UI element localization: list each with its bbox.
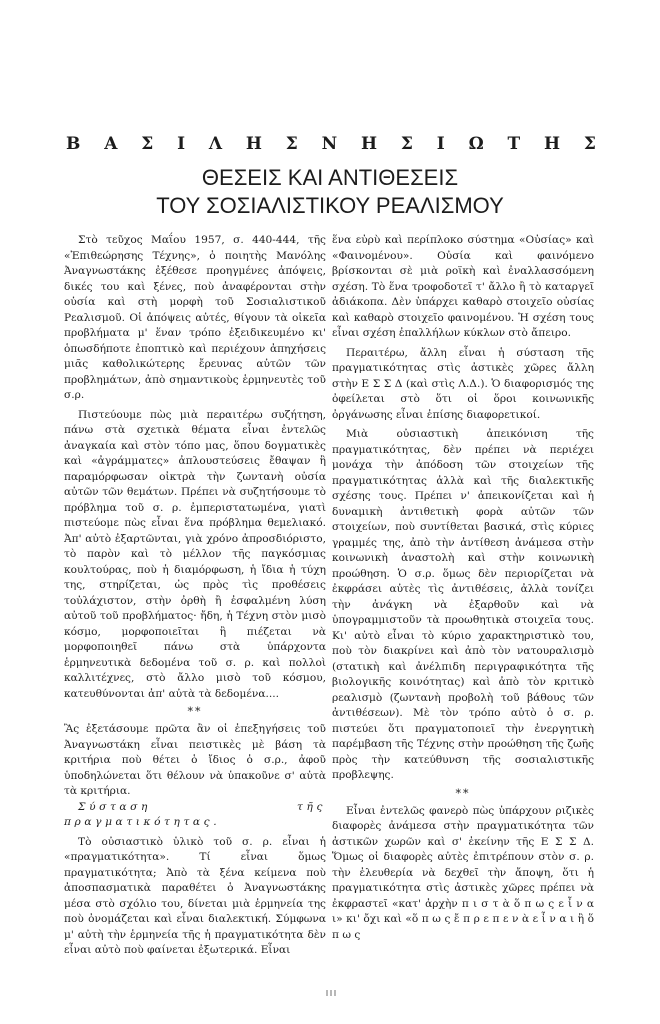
paragraph: Μιὰ οὐσιαστικὴ ἀπεικόνιση τῆς πραγματικότητας, δὲν πρέπει νὰ περιέχει μονάχα τὴν ἀπόδοση τῶν στοιχείων τῆς πραγματικότητας ἀλλὰ καὶ τῆς διαλεκτικῆς σχέσης τους. Πρέπει ν' ἀπεικονίζεται καὶ ἡ δυναμικὴ ἀντιθετικὴ φορὰ αὐτῶν τῶν στοιχείων, ποὺ συντίθεται βασικά, στὶς κύριες γραμμές της, ἀπὸ τὴν ἀντίθεση ἀνάμεσα στὴν κοινωνικὴ ἀναστολὴ καὶ στὴν κοινωνικὴ προώθηση. Ὁ σ.ρ. ὅμως δὲν περιορίζεται νὰ ἐκφράσει αὐτὲς τὶς ἀντιθέσεις, ἀλλὰ τονίζει τὴν ἀνάγκη νὰ ἐξαρθοῦν καὶ νὰ ὑπογραμμιστοῦν τὰ προωθητικὰ στοιχεῖα τους. Κι' αὐτὸ εἶναι τὸ κύριο χαρακτηριστικὸ του, ποὺ τὸν διακρίνει καὶ ἀπὸ τὸν νατουραλισμὸ (στατικὴ καὶ ἀνέλπιδη περιγραφικότητα τῆς βιολογικῆς κοινότητας) καὶ ἀπὸ τὸν κριτικὸ ρεαλισμὸ (ζωντανὴ προβολὴ τοῦ βάθους τῶν ἀντιθέσεων). Μὲ τὸν τρόπο αὐτὸ ὁ σ. ρ. πιστεύει ὅτι πραγματοποιεῖ τὴν ἐνεργητικὴ παρέμβαση τῆς Τέχνης στὴν προώθηση τῆς ζωῆς πρὸς τὴν κατεύθυνση τῆς σοσιαλιστικῆς προβλεψης. bbox=[332, 428, 594, 781]
author-letter: Ι bbox=[177, 134, 186, 154]
author-letter: Σ bbox=[583, 134, 596, 154]
paragraph: Ἂς ἐξετάσουμε πρῶτα ἂν οἱ ἐπεξηγήσεις τοῦ Ἀναγνωστάκη εἶναι πειστικὲς μὲ βάση τὰ κριτήρια ποὺ θέτει ὁ ἴδιος ὁ σ.ρ., ἀφοῦ ὑποδηλώνεται ὅτι θέλουν νὰ ὑπακοῦνε σ' αὐτὰ τὰ κριτήρια. bbox=[64, 723, 326, 797]
scan-binding-mark bbox=[324, 990, 338, 996]
author-letter: Τ bbox=[507, 134, 521, 154]
author-letter: Η bbox=[544, 134, 561, 154]
paragraph: ἕνα εὐρὺ καὶ περίπλοκο σύστημα «Οὐσίας» καὶ «Φαινομένου». Οὐσία καὶ φαινόμενο βρίσκονται σὲ μιὰ ροϊκὴ καὶ ἐναλλασσόμενη σχέση. Τὸ ἕνα τροφοδοτεῖ τ' ἄλλο ἢ τὸ καταργεῖ ἀδιάκοπα. Δὲν ὑπάρχει καθαρὸ στοιχεῖο οὐσίας καὶ καθαρὸ στοιχεῖο φαινομένου. Ἡ σχέση τους εἶναι σχέση ἐπαλλήλων κύκλων στὸ ἄπειρο. bbox=[332, 234, 594, 339]
author-letter: Η bbox=[361, 134, 378, 154]
author-letter: Λ bbox=[208, 134, 223, 154]
author-letter: Ι bbox=[436, 134, 445, 154]
title-line-2: ΤΟΥ ΣΟΣΙΑΛΙΣΤΙΚΟΥ ΡΕΑΛΙΣΜΟΥ bbox=[156, 193, 504, 218]
author-letter: Β bbox=[66, 134, 81, 154]
author-letter: Σ bbox=[285, 134, 298, 154]
section-heading: Σύσταση τῆς πραγματικότητας. bbox=[64, 800, 326, 828]
section-separator: ** bbox=[187, 705, 203, 718]
author-letter: Ω bbox=[468, 134, 484, 154]
article-title bbox=[0, 164, 660, 220]
author-letter: Σ bbox=[141, 134, 154, 154]
paragraph: Εἶναι ἐντελῶς φανερὸ πὼς ὑπάρχουν ριζικὲς διαφορὲς ἀνάμεσα στὴν πραγματικότητα τῶν ἀστικῶν χωρῶν καὶ σ' ἐκείνην τῆς Ε Σ Σ Δ. Ὅμως οἱ διαφορὲς αὐτὲς ἐπιτρέπουν στὸν σ. ρ. τὴν ἐλευθερία νὰ δεχθεῖ τὴν ἄποψη, ὅτι ἡ πραγματικότητα στὶς ἀστικὲς χῶρες πρέπει νὰ ἐκφραστεῖ «κατ' ἀρχὴν π ι σ τ ὰ ὅ π ω ς ε ἶ ν α ι» κι' ὄχι καὶ «ὅ π ω ς ἔ π ρ ε π ε ν ὰ ε ἶ ν α ι ἢ ὅ π ω ς bbox=[332, 804, 594, 941]
author-letter: Α bbox=[104, 134, 118, 154]
paragraph: Περαιτέρω, ἄλλη εἶναι ἡ σύσταση τῆς πραγματικότητας στὶς ἀστικὲς χῶρες ἄλλη στὴν Ε Σ Σ Δ (καὶ στὶς Λ.Δ.). Ὁ διαφορισμός της ὀφείλεται στὸ ὅτι οἱ ὅροι κοινωνικῆς ὀργάνωσης εἶναι ἐπίσης διαφορετικοί. bbox=[332, 346, 594, 421]
paragraph: Τὸ οὐσιαστικὸ ὑλικὸ τοῦ σ. ρ. εἶναι ἡ «πραγματικότητα». Τί εἶναι ὅμως πραγματικότητα; Ἀπὸ τὰ ξένα κείμενα ποὺ ἀποσπασματικὰ παραθέτει ὁ Ἀναγνωστάκης μέσα στὸ σχόλιο του, δίνεται μιὰ ἑρμηνεία της ποὺ ὀνομάζεται καὶ εἶναι διαλεκτική. Σύμφωνα μ' αὐτὴ τὴν ἑρμηνεία τῆς ἡ πραγματικότητα δὲν εἶναι αὐτὸ ποὺ φαίνεται ἐξωτερικά. Εἶναι bbox=[64, 835, 326, 956]
right-text-column bbox=[332, 233, 594, 943]
title-line-1: ΘΕΣΕΙΣ ΚΑΙ ΑΝΤΙΘΕΣΕΙΣ bbox=[201, 165, 459, 190]
paragraph: Στὸ τεῦχος Μαΐου 1957, σ. 440-444, τῆς «Ἐπιθεώρησης Τέχνης», ὁ ποιητὴς Μανόλης Ἀναγνωστάκης ἐξέθεσε προηγμένες ἀπόψεις, δικές του καὶ ξένες, ποὺ ἀναφέρονται στὴν οὐσία καὶ στὴ μορφὴ τοῦ Σοσιαλιστικοῦ Ρεαλισμοῦ. Οἱ ἀπόψεις αὐτές, θίγουν τὰ οἰκεῖα προβλήματα μ' ἕναν τρόπο ἐξειδικευμένο κι' ὁπωσδήποτε ἐποπτικὸ καὶ περιέχουν ἀπηχήσεις μιᾶς καθολικώτερης ἔρευνας αὐτῶν τῶν προβλημάτων, ἀπὸ σημαντικοὺς ἑρμηνευτὲς τοῦ σ.ρ. bbox=[64, 234, 326, 401]
paragraph: Πιστεύουμε πὼς μιὰ περαιτέρω συζήτηση, πάνω στὰ σχετικὰ θέματα εἶναι ἐντελῶς ἀναγκαία καὶ στὸν τόπο μας, ὅπου δογματικὲς καὶ «ἀγράμματες» ἀπλουστεύσεις ἔθαψαν ἢ παραμόρφωσαν οἰκτρὰ τὴν ζωντανὴ οὐσία αὐτῶν τῶν θεμάτων. Πρέπει νὰ συζητήσουμε τὸ πρόβλημα τοῦ σ. ρ. ἐμπεριστατωμένα, γιατὶ πιστεύομε πὼς εἶναι ἕνα πρόβλημα θεμελιακό. Ἀπ' αὐτὸ ἐξαρτῶνται, γιὰ χρόνο ἀπροσδιόριστο, τὸ παρὸν καὶ τὸ μέλλον τῆς παγκόσμιας κουλτούρας, ποὺ ἡ διαμόρφωση, ἡ ἴδια ἡ τύχη της, στηρίζεται, ὡς πρὸς τὶς προθέσεις τοὐλάχιστον, στὴν ὀρθὴ ἢ ἐσφαλμένη λύση αὐτοῦ τοῦ προβλήματος· ἤδη, ἡ Τέχνη στὸν μισὸ κόσμο, μορφοποιεῖται ἢ πιέζεται νὰ μορφοποιηθεῖ πάνω στὰ ὑπάρχοντα ἑρμηνευτικὰ δεδομένα τοῦ σ. ρ. καὶ πολλοὶ καλλιτέχνες, στὸ ἄλλο μισὸ τοῦ κόσμου, κατευθύνονται ἀπ' αὐτὰ τὰ δεδομένα.... bbox=[64, 408, 326, 700]
section-separator: ** bbox=[455, 786, 471, 800]
author-name bbox=[66, 134, 596, 154]
author-letter: Ν bbox=[321, 134, 338, 154]
left-text-column bbox=[64, 233, 326, 959]
author-letter: Σ bbox=[400, 134, 413, 154]
author-letter: Η bbox=[245, 134, 262, 154]
